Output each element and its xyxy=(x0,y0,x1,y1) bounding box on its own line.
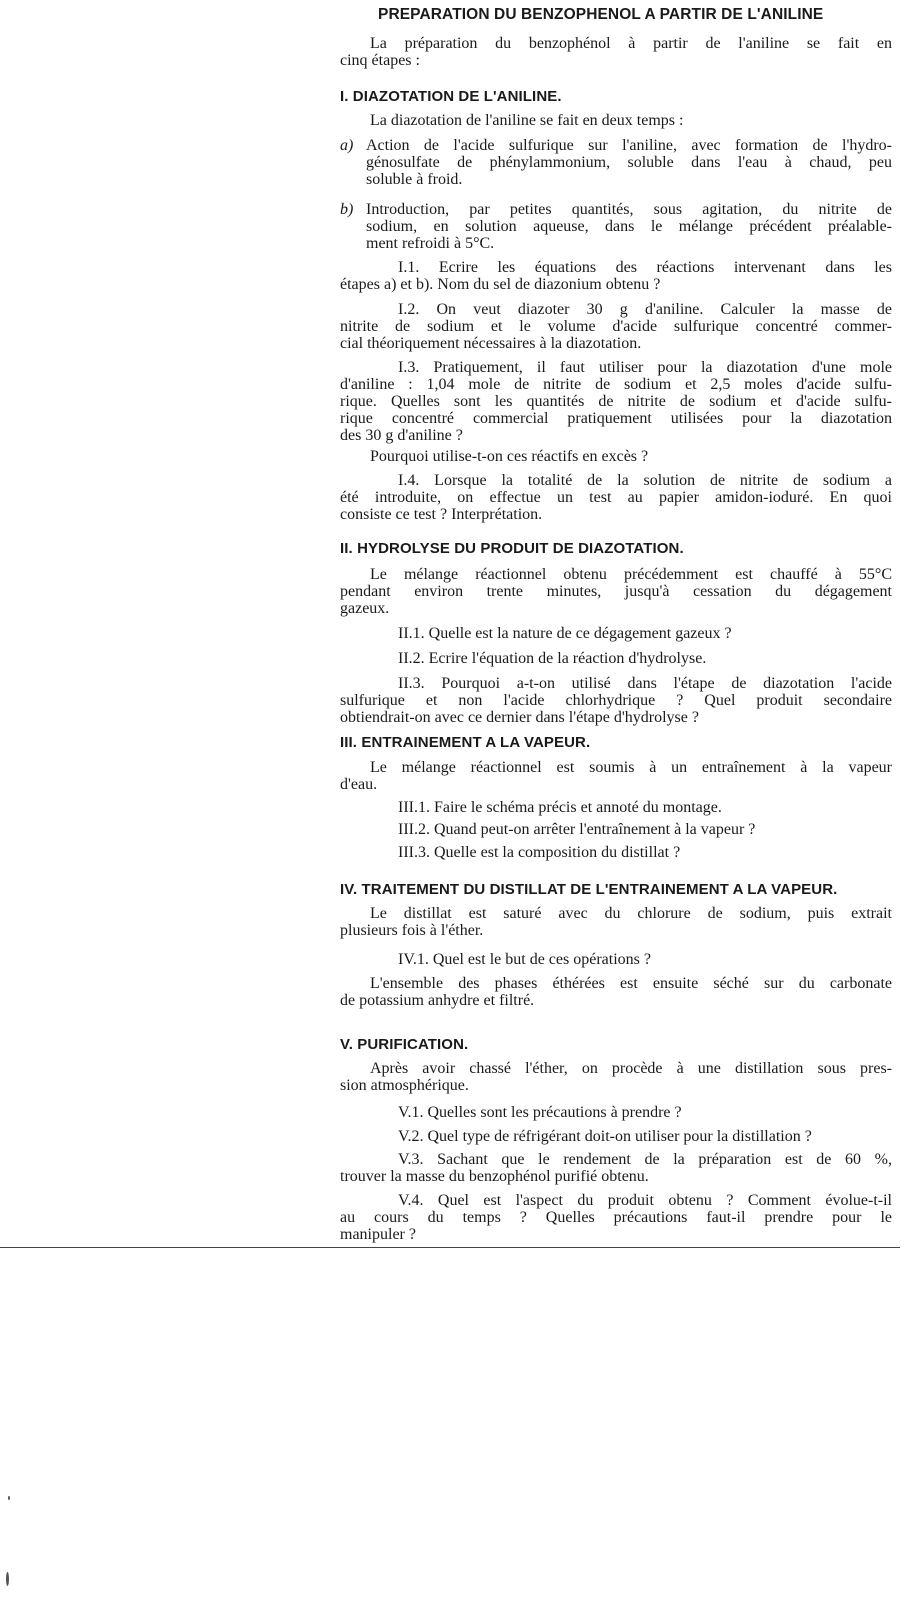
question-V-4 xyxy=(340,1192,892,1243)
text-line: III.2. Quand peut-on arrêter l'entraînement à la vapeur ? xyxy=(398,821,756,838)
text-line: Action de l'acide sulfurique sur l'aniline, avec formation de l'hydro- xyxy=(366,137,892,154)
text-line: IV.1. Quel est le but de ces opérations ? xyxy=(398,951,651,968)
text-line: I.4. Lorsque la totalité de la solution de nitrite de sodium a xyxy=(398,472,892,489)
text-line: II.2. Ecrire l'équation de la réaction d'hydrolyse. xyxy=(398,650,707,667)
text-line: V.2. Quel type de réfrigérant doit-on utiliser pour la distillation ? xyxy=(398,1128,812,1145)
text-line: nitrite de sodium et le volume d'acide sulfurique concentré commer- xyxy=(340,318,892,335)
text-line: V.4. Quel est l'aspect du produit obtenu ? Comment évolue-t-il xyxy=(398,1192,892,1209)
text-line: III.1. Faire le schéma précis et annoté du montage. xyxy=(398,799,722,816)
text-line: ment refroidi à 5°C. xyxy=(366,235,495,252)
text-line: La diazotation de l'aniline se fait en deux temps : xyxy=(370,112,684,129)
item-b-label: b) xyxy=(340,201,354,218)
text-line: III.3. Quelle est la composition du distillat ? xyxy=(398,844,681,861)
text-line: La préparation du benzophénol à partir de l'aniline se fait en xyxy=(370,35,892,52)
question-I-3-followup xyxy=(340,448,892,465)
text-line: consiste ce test ? Interprétation. xyxy=(340,506,543,523)
question-I-2 xyxy=(340,301,892,352)
text-line: I.1. Ecrire les équations des réactions intervenant dans les xyxy=(398,259,892,276)
question-I-4 xyxy=(340,472,892,523)
text-line: génosulfate de phénylammonium, soluble dans l'eau à chaud, peu xyxy=(366,154,892,171)
text-line: plusieurs fois à l'éther. xyxy=(340,922,484,939)
item-a-label: a) xyxy=(340,137,354,154)
text-line: Introduction, par petites quantités, sous agitation, du nitrite de xyxy=(366,201,892,218)
text-line: étapes a) et b). Nom du sel de diazonium obtenu ? xyxy=(340,276,661,293)
text-line: d'aniline : 1,04 mole de nitrite de sodium et 2,5 moles d'acide sulfu- xyxy=(340,376,892,393)
question-I-3 xyxy=(340,359,892,444)
question-III-3 xyxy=(340,844,892,861)
s1-item-a xyxy=(340,137,892,188)
text-line: gazeux. xyxy=(340,600,390,617)
question-II-2 xyxy=(340,650,892,667)
text-line: rique. Quelles sont les quantités de nitrite de sodium et d'acide sulfu- xyxy=(340,393,892,410)
section-2-heading: II. HYDROLYSE DU PRODUIT DE DIAZOTATION. xyxy=(340,540,684,557)
s4-lead xyxy=(340,905,892,939)
text-line: obtiendrait-on avec ce dernier dans l'étape d'hydrolyse ? xyxy=(340,709,699,726)
text-line: été introduite, on effectue un test au papier amidon-ioduré. En quoi xyxy=(340,489,892,506)
item-a-text xyxy=(340,137,892,188)
text-line: manipuler ? xyxy=(340,1226,416,1243)
question-III-1 xyxy=(340,799,892,816)
text-line: cial théoriquement nécessaires à la diazotation. xyxy=(340,335,642,352)
scan-speck xyxy=(8,1496,10,1500)
question-I-1 xyxy=(340,259,892,293)
text-line: I.3. Pratiquement, il faut utiliser pour la diazotation d'une mole xyxy=(398,359,892,376)
text-line: II.3. Pourquoi a-t-on utilisé dans l'étape de diazotation l'acide xyxy=(398,675,892,692)
text-line: Le mélange réactionnel obtenu précédemment est chauffé à 55°C xyxy=(370,566,892,583)
question-V-3 xyxy=(340,1151,892,1185)
text-line: d'eau. xyxy=(340,776,378,793)
text-line: trouver la masse du benzophénol purifié obtenu. xyxy=(340,1168,649,1185)
section-1-heading: I. DIAZOTATION DE L'ANILINE. xyxy=(340,88,562,105)
question-V-1 xyxy=(340,1104,892,1121)
text-line: V.3. Sachant que le rendement de la préparation est de 60 %, xyxy=(398,1151,892,1168)
text-line: sodium, en solution aqueuse, dans le mélange précédent préalable- xyxy=(366,218,892,235)
question-IV-1 xyxy=(340,951,892,968)
section-4-heading: IV. TRAITEMENT DU DISTILLAT DE L'ENTRAINEMENT A LA VAPEUR. xyxy=(340,881,838,898)
text-line: sion atmosphérique. xyxy=(340,1077,469,1094)
intro-paragraph xyxy=(340,35,892,69)
text-line: I.2. On veut diazoter 30 g d'aniline. Calculer la masse de xyxy=(398,301,892,318)
question-II-1 xyxy=(340,625,892,642)
text-line: Le mélange réactionnel est soumis à un entraînement à la vapeur xyxy=(370,759,892,776)
text-line: rique concentré commercial pratiquement utilisées pour la diazotation xyxy=(340,410,892,427)
question-II-3 xyxy=(340,675,892,726)
s3-lead xyxy=(340,759,892,793)
text-line: II.1. Quelle est la nature de ce dégagement gazeux ? xyxy=(398,625,732,642)
text-line: de potassium anhydre et filtré. xyxy=(340,992,535,1009)
page-bottom-rule xyxy=(0,1247,900,1248)
question-V-2 xyxy=(340,1128,892,1145)
s2-lead xyxy=(340,566,892,617)
s1-item-b xyxy=(340,201,892,252)
question-III-2 xyxy=(340,821,892,838)
text-line: V.1. Quelles sont les précautions à prendre ? xyxy=(398,1104,682,1121)
text-line: Le distillat est saturé avec du chlorure de sodium, puis extrait xyxy=(370,905,892,922)
s1-lead xyxy=(340,112,892,129)
text-line: cinq étapes : xyxy=(340,52,420,69)
document-title: PREPARATION DU BENZOPHENOL A PARTIR DE L'ANILINE xyxy=(378,6,824,23)
item-b-text xyxy=(340,201,892,252)
section-5-heading: V. PURIFICATION. xyxy=(340,1036,469,1053)
scan-speck xyxy=(6,1572,9,1586)
s5-lead xyxy=(340,1060,892,1094)
s4-paragraph-2 xyxy=(340,975,892,1009)
text-line: pendant environ trente minutes, jusqu'à cessation du dégagement xyxy=(340,583,892,600)
text-line: Après avoir chassé l'éther, on procède à une distillation sous pres- xyxy=(370,1060,892,1077)
section-3-heading: III. ENTRAINEMENT A LA VAPEUR. xyxy=(340,734,591,751)
text-line: sulfurique et non l'acide chlorhydrique ? Quel produit secondaire xyxy=(340,692,892,709)
text-line: des 30 g d'aniline ? xyxy=(340,427,463,444)
text-line: L'ensemble des phases éthérées est ensuite séché sur du carbonate xyxy=(370,975,892,992)
text-line: soluble à froid. xyxy=(366,171,463,188)
text-line: au cours du temps ? Quelles précautions faut-il prendre pour le xyxy=(340,1209,892,1226)
text-line: Pourquoi utilise-t-on ces réactifs en excès ? xyxy=(370,448,649,465)
